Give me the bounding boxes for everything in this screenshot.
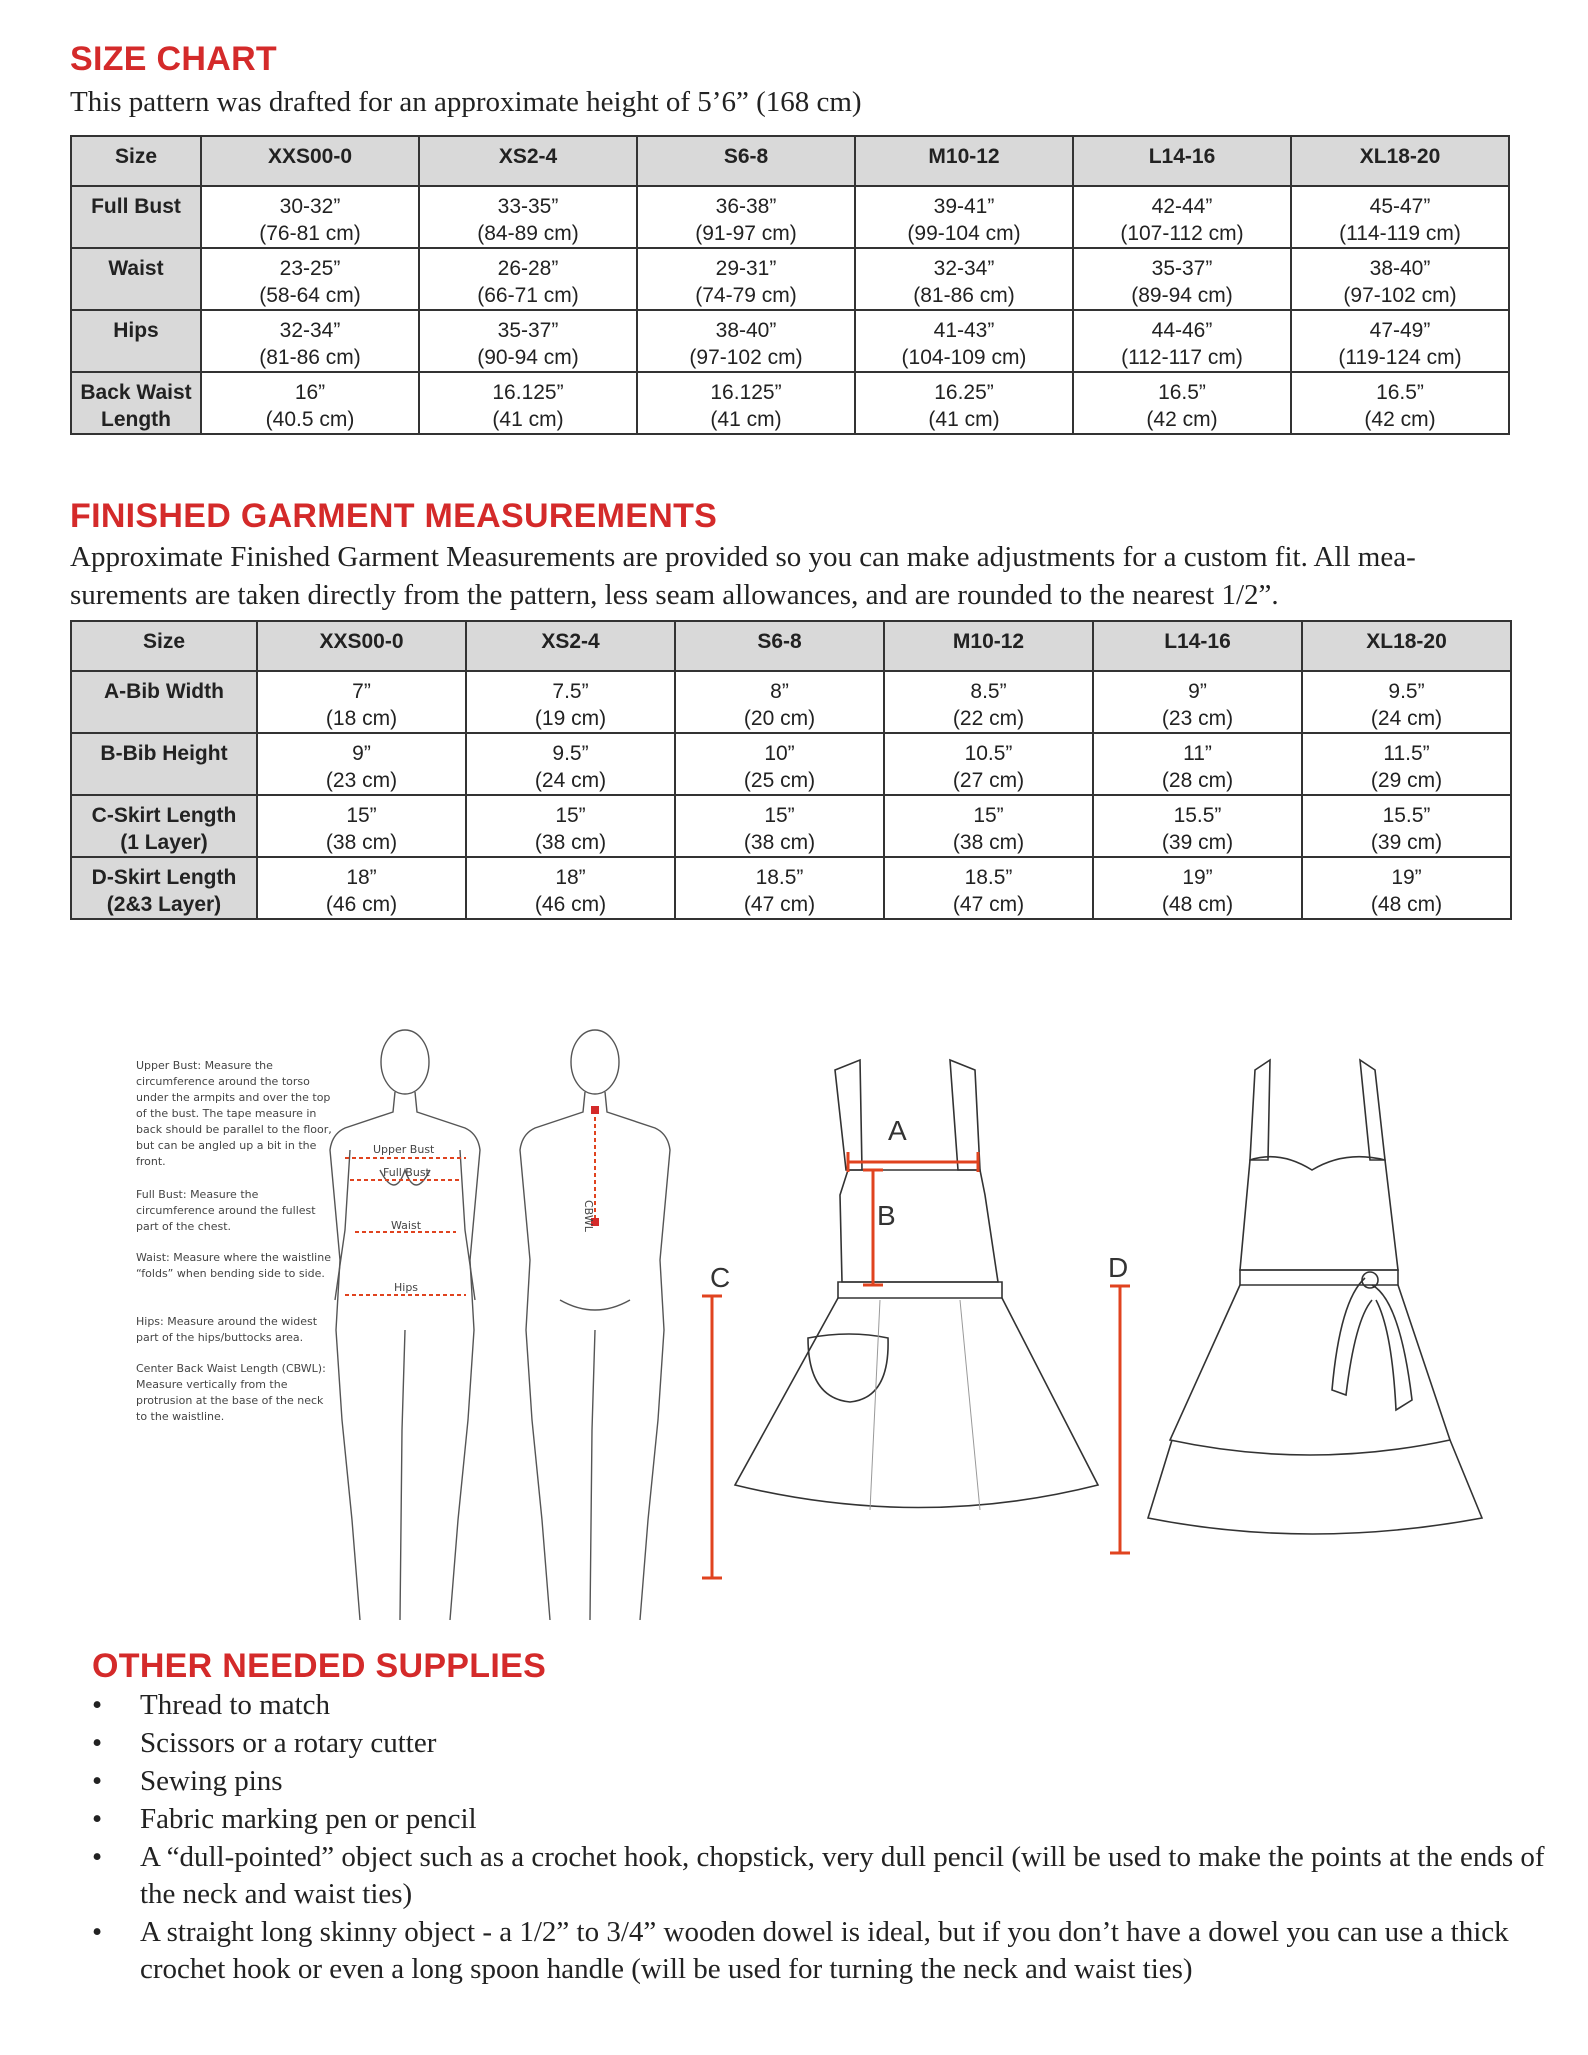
size-code: S [757,630,772,653]
imperial-value: 35-37” [1151,257,1213,280]
finished-size-header: Size [71,621,257,671]
imperial-value: 16” [294,381,326,404]
row-label-line: C-Skirt Length [91,804,237,827]
imperial-value: 10” [764,742,795,765]
finished-row-label [71,733,257,795]
finished-intro-line-1: Approximate Finished Garment Measurements are provided so you can make adjustments for a custom fit. All mea- [70,541,1416,573]
supply-item-text: Sewing pins [140,1765,283,1797]
finished-cell [1302,733,1511,795]
metric-value: (28 cm) [1161,769,1234,792]
supply-item-text: A “dull-pointed” object such as a crochet hook, chopstick, very dull pencil (will be used to make the points at the ends of the neck and waist ties) [140,1841,1545,1910]
size-range: 6-8 [771,630,802,653]
waist-label: Waist [391,1219,422,1232]
finished-cell [466,857,675,919]
note-upper-bust: Upper Bust: Measure the circumference around the torso under the armpits and over the top of the bust. The tape measure in back should be parallel to the floor, but can be angled up a bit in the front. [136,1059,332,1168]
size-chart-cell [1073,310,1291,372]
metric-value: (42 cm) [1364,408,1436,431]
supply-item-text: A straight long skinny object - a 1/2” to 3/4” wooden dowel is ideal, but if you don’t have a dowel you can use a thick crochet hook or even a long spoon handle (will be used for turning the neck and waist ties) [140,1916,1509,1985]
metric-value: (114-119 cm) [1339,222,1461,245]
size-chart-row-label [71,248,201,310]
size-chart-cell [637,186,855,248]
size-chart-cell [637,248,855,310]
imperial-value: 38-40” [1369,257,1431,280]
supply-item-text: Thread to match [140,1689,331,1721]
imperial-value: 15.5” [1382,804,1431,827]
imperial-value: 7.5” [552,680,589,703]
size-code: XXS [267,145,310,168]
metric-value: (112-117 cm) [1121,346,1243,369]
finished-column-header [884,621,1093,671]
imperial-value: 18” [555,866,586,889]
size-chart-cell [1291,186,1509,248]
metric-value: (27 cm) [952,769,1025,792]
metric-value: (89-94 cm) [1131,284,1233,307]
finished-cell [466,671,675,733]
size-chart-row [71,248,1509,310]
finished-row-label [71,857,257,919]
size-range: 10-12 [970,630,1025,653]
note-hips: Hips: Measure around the widest part of the hips/buttocks area. [136,1315,318,1344]
size-chart-column-header [855,136,1073,186]
metric-value: (22 cm) [952,707,1025,730]
imperial-value: 15” [346,804,377,827]
label-d: D [1108,1252,1129,1283]
size-chart-cell [855,248,1073,310]
size-chart-cell [419,372,637,434]
size-range: 6-8 [737,145,769,168]
size-code: S [723,145,738,168]
size-chart-cell [201,372,419,434]
imperial-value: 38-40” [715,319,777,342]
bullet-icon: • [92,1727,103,1759]
note-full-bust: Full Bust: Measure the circumference around the fullest part of the chest. [136,1188,316,1233]
finished-column-header [675,621,884,671]
finished-cell [466,733,675,795]
size-range: 2-4 [569,630,600,653]
row-label-line: (2&3 Layer) [106,893,222,916]
apron-single-layer [735,1060,1098,1510]
size-code: L [1148,145,1162,168]
imperial-value: 23-25” [279,257,341,280]
row-label-line: Length [101,408,171,431]
metric-value: (46 cm) [534,893,607,916]
row-label-line: (1 Layer) [120,831,208,854]
finished-cell [1093,795,1302,857]
row-label-line: Hips [113,319,159,342]
supply-item-text: Fabric marking pen or pencil [140,1803,477,1835]
size-chart-cell [1291,372,1509,434]
metric-value: (74-79 cm) [695,284,797,307]
imperial-value: 15” [555,804,586,827]
finished-row-label [71,671,257,733]
size-chart-column-header [1073,136,1291,186]
size-chart-cell [1073,186,1291,248]
imperial-value: 16.125” [710,381,782,404]
metric-value: (76-81 cm) [259,222,361,245]
size-chart-cell [855,310,1073,372]
imperial-value: 8” [770,680,789,703]
supply-item [92,1801,1552,1838]
size-chart-row-label [71,372,201,434]
metric-value: (46 cm) [325,893,398,916]
finished-row [71,733,1511,795]
imperial-value: 18.5” [755,866,804,889]
metric-value: (24 cm) [1370,707,1443,730]
size-code: M [952,630,971,653]
full-bust-label: Full Bust [383,1166,430,1179]
finished-table [70,620,1512,920]
imperial-value: 10.5” [964,742,1013,765]
metric-value: (90-94 cm) [477,346,579,369]
size-chart-row-label [71,310,201,372]
size-chart-column-header [201,136,419,186]
finished-column-header [1093,621,1302,671]
finished-row [71,795,1511,857]
metric-value: (48 cm) [1370,893,1443,916]
apron-measure-d [1110,1286,1130,1553]
imperial-value: 35-37” [497,319,559,342]
imperial-value: 45-47” [1369,195,1431,218]
size-chart-header-row [71,136,1509,186]
finished-row [71,857,1511,919]
metric-value: (81-86 cm) [259,346,361,369]
metric-value: (20 cm) [743,707,816,730]
metric-value: (99-104 cm) [907,222,1021,245]
finished-cell [257,671,466,733]
label-c: C [710,1262,731,1293]
figure-illustrations [0,1000,1588,1640]
supply-item-text: Scissors or a rotary cutter [140,1727,437,1759]
size-chart-cell [419,310,637,372]
size-chart-cell [1073,248,1291,310]
imperial-value: 39-41” [933,195,995,218]
size-chart-size-header: Size [71,136,201,186]
finished-cell [884,733,1093,795]
supply-item [92,1914,1552,1988]
size-code: XXS [319,630,362,653]
metric-value: (39 cm) [1161,831,1234,854]
size-range: 14-16 [1161,145,1216,168]
size-chart-cell [637,310,855,372]
metric-value: (24 cm) [534,769,607,792]
size-range: 00-0 [310,145,353,168]
metric-value: (42 cm) [1146,408,1218,431]
row-label-line: B-Bib Height [100,742,228,765]
size-range: 14-16 [1177,630,1231,653]
finished-title: FINISHED GARMENT MEASUREMENTS [70,497,718,535]
size-chart-cell [1291,310,1509,372]
imperial-value: 32-34” [279,319,341,342]
supply-item [92,1687,1552,1724]
imperial-value: 18.5” [964,866,1013,889]
size-code: XS [498,145,527,168]
size-chart-column-header [637,136,855,186]
finished-cell [884,671,1093,733]
finished-cell [675,857,884,919]
imperial-value: 11.5” [1383,742,1430,765]
metric-value: (119-124 cm) [1338,346,1462,369]
row-label-line: D-Skirt Length [91,866,237,889]
imperial-value: 26-28” [497,257,559,280]
finished-column-header [257,621,466,671]
imperial-value: 47-49” [1369,319,1431,342]
imperial-value: 33-35” [497,195,559,218]
size-chart-row-label [71,186,201,248]
metric-value: (47 cm) [952,893,1025,916]
row-label-line: Back Waist [80,381,192,404]
finished-cell [466,795,675,857]
apron-measure-c [702,1296,722,1578]
finished-cell [1302,857,1511,919]
front-body-figure [330,1030,480,1620]
finished-cell [1302,795,1511,857]
bullet-icon: • [92,1765,103,1797]
finished-cell [257,733,466,795]
metric-value: (40.5 cm) [265,408,355,431]
size-chart-row [71,372,1509,434]
size-chart-cell [201,248,419,310]
finished-cell [884,795,1093,857]
finished-cell [1302,671,1511,733]
imperial-value: 9” [1188,680,1207,703]
metric-value: (25 cm) [743,769,816,792]
imperial-value: 16.25” [934,381,994,404]
metric-value: (47 cm) [743,893,816,916]
metric-value: (41 cm) [492,408,564,431]
apron-layered [1148,1060,1482,1534]
metric-value: (29 cm) [1370,769,1443,792]
finished-cell [1093,733,1302,795]
note-waist: Waist: Measure where the waistline “folds” when bending side to side. [136,1251,331,1280]
bullet-icon: • [92,1689,103,1721]
metric-value: (38 cm) [534,831,607,854]
size-code: XS [541,630,570,653]
metric-value: (23 cm) [1161,707,1234,730]
imperial-value: 19” [1182,866,1213,889]
note-cbwl: Center Back Waist Length (CBWL): Measure vertically from the protrusion at the base of the neck to the waistline. [136,1362,326,1423]
metric-value: (23 cm) [325,769,398,792]
size-range: 00-0 [361,630,404,653]
metric-value: (104-109 cm) [901,346,1027,369]
metric-value: (97-102 cm) [1343,284,1457,307]
metric-value: (91-97 cm) [695,222,797,245]
size-code: XL [1366,630,1394,653]
imperial-value: 8.5” [970,680,1007,703]
imperial-value: 16.5” [1158,381,1206,404]
finished-cell [1093,857,1302,919]
size-code: L [1164,630,1178,653]
metric-value: (19 cm) [534,707,607,730]
finished-cell [675,733,884,795]
size-chart-cell [1073,372,1291,434]
supply-item [92,1763,1552,1800]
finished-cell [884,857,1093,919]
size-chart-cell [201,310,419,372]
metric-value: (38 cm) [743,831,816,854]
metric-value: (66-71 cm) [477,284,579,307]
imperial-value: 9.5” [1388,680,1425,703]
imperial-value: 15.5” [1173,804,1222,827]
bullet-icon: • [92,1916,103,1948]
metric-value: (18 cm) [325,707,398,730]
size-chart-table [70,135,1510,435]
finished-cell [675,671,884,733]
finished-cell [1093,671,1302,733]
imperial-value: 19” [1391,866,1422,889]
size-chart-intro: This pattern was drafted for an approximate height of 5’6” (168 cm) [70,86,862,118]
finished-cell [257,795,466,857]
imperial-value: 42-44” [1151,195,1213,218]
imperial-value: 30-32” [279,195,341,218]
imperial-value: 29-31” [715,257,777,280]
bullet-icon: • [92,1803,103,1835]
size-chart-cell [855,186,1073,248]
imperial-value: 9” [352,742,371,765]
label-b: B [877,1200,896,1231]
metric-value: (38 cm) [952,831,1025,854]
metric-value: (97-102 cm) [689,346,803,369]
metric-value: (84-89 cm) [477,222,579,245]
finished-row [71,671,1511,733]
finished-row-label [71,795,257,857]
size-chart-cell [419,248,637,310]
metric-value: (107-112 cm) [1120,222,1244,245]
metric-value: (58-64 cm) [259,284,361,307]
metric-value: (81-86 cm) [913,284,1015,307]
metric-value: (39 cm) [1370,831,1443,854]
size-range: 2-4 [526,145,558,168]
imperial-value: 9.5” [552,742,589,765]
imperial-value: 36-38” [715,195,777,218]
supply-item [92,1839,1552,1913]
metric-value: (41 cm) [928,408,1000,431]
metric-value: (38 cm) [325,831,398,854]
size-code: XL [1359,145,1387,168]
metric-value: (41 cm) [710,408,782,431]
imperial-value: 16.5” [1376,381,1424,404]
finished-cell [675,795,884,857]
hips-label: Hips [394,1281,419,1294]
imperial-value: 32-34” [933,257,995,280]
supply-item [92,1725,1552,1762]
metric-value: (48 cm) [1161,893,1234,916]
imperial-value: 15” [973,804,1004,827]
size-chart-row [71,310,1509,372]
imperial-value: 44-46” [1151,319,1213,342]
row-label-line: A-Bib Width [104,680,224,703]
size-code: M [928,145,946,168]
size-chart-column-header [1291,136,1509,186]
size-chart-title: SIZE CHART [70,40,277,78]
size-range: 18-20 [1393,630,1447,653]
cbwl-label: CBWL [582,1200,595,1232]
measurement-figure [0,1000,1588,1640]
size-chart-row [71,186,1509,248]
size-chart-cell [419,186,637,248]
size-range: 10-12 [945,145,1000,168]
finished-header-row [71,621,1511,671]
finished-cell [257,857,466,919]
size-chart-column-header [419,136,637,186]
finished-column-header [1302,621,1511,671]
finished-intro-line-2: surements are taken directly from the pattern, less seam allowances, and are rounded to the nearest 1/2”. [70,579,1279,611]
row-label-line: Waist [108,257,164,280]
bullet-icon: • [92,1841,103,1873]
row-label-line: Full Bust [91,195,181,218]
imperial-value: 41-43” [933,319,995,342]
imperial-value: 11” [1183,742,1212,765]
supplies-title: OTHER NEEDED SUPPLIES [92,1647,547,1685]
size-chart-cell [1291,248,1509,310]
finished-column-header [466,621,675,671]
size-chart-cell [201,186,419,248]
imperial-value: 7” [352,680,371,703]
imperial-value: 18” [346,866,377,889]
size-chart-cell [855,372,1073,434]
imperial-value: 15” [764,804,795,827]
label-a: A [888,1115,907,1146]
size-range: 18-20 [1386,145,1441,168]
size-chart-cell [637,372,855,434]
upper-bust-label: Upper Bust [373,1143,435,1156]
supplies-list [92,1687,1552,1989]
imperial-value: 16.125” [492,381,564,404]
